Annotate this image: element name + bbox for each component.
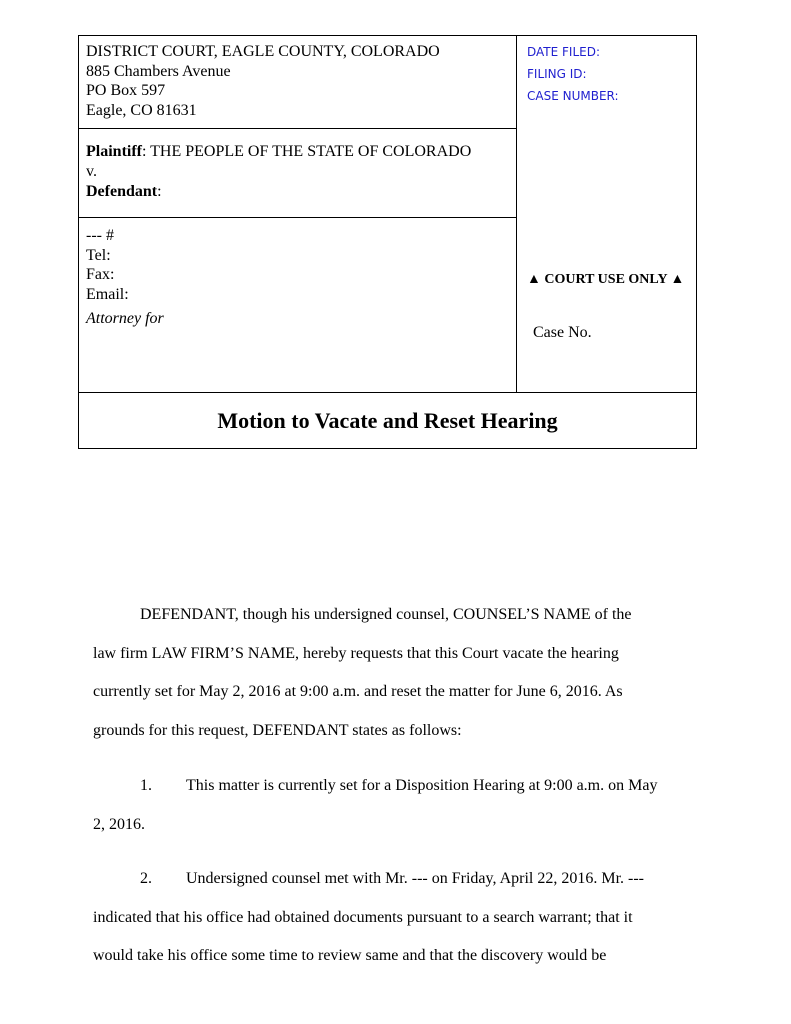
- intro-paragraph: [93, 596, 693, 750]
- case-number-label: CASE NUMBER:: [527, 89, 619, 103]
- body-line: DEFENDANT, though his undersigned counsel, COUNSEL’S NAME of the: [140, 606, 632, 623]
- body-line: would take his office some time to review same and that the discovery would be: [93, 947, 607, 965]
- body-line: 2, 2016.: [93, 815, 145, 833]
- defendant-value: :: [157, 183, 162, 200]
- court-info-cell: [79, 36, 517, 129]
- paragraph-first-line: [93, 767, 693, 806]
- court-use-only-label: ▲ COURT USE ONLY ▲: [527, 272, 685, 287]
- defendant-line: [86, 181, 509, 203]
- attorney-reg-number: --- #: [86, 227, 114, 244]
- defendant-label: Defendant: [86, 183, 158, 200]
- paragraph-number: 2.: [140, 870, 152, 887]
- plaintiff-label: Plaintiff: [86, 143, 142, 160]
- court-city: Eagle, CO 81631: [86, 101, 197, 119]
- document-title: Motion to Vacate and Reset Hearing: [217, 407, 558, 433]
- body-line: This matter is currently set for a Disposition Hearing at 9:00 a.m. on May: [186, 777, 658, 794]
- attorney-info-cell: [79, 218, 517, 393]
- case-caption-table: [78, 35, 697, 449]
- court-name: DISTRICT COURT, EAGLE COUNTY, COLORADO: [86, 43, 440, 60]
- case-no-label: Case No.: [533, 324, 592, 341]
- plaintiff-line: [86, 141, 509, 163]
- attorney-for: Attorney for: [86, 310, 164, 327]
- court-po-box: PO Box 597: [86, 82, 166, 99]
- filing-id-label: FILING ID:: [527, 67, 587, 81]
- body-line: currently set for May 2, 2016 at 9:00 a.m. and reset the matter for June 6, 2016. As: [93, 683, 623, 701]
- attorney-fax: Fax:: [86, 266, 115, 283]
- attorney-tel: Tel:: [86, 246, 111, 264]
- paragraph-first-line: [93, 860, 693, 899]
- plaintiff-value: : THE PEOPLE OF THE STATE OF COLORADO: [142, 143, 472, 160]
- numbered-paragraph-1: [93, 767, 693, 844]
- court-use-cell: [517, 36, 696, 393]
- filing-metadata: [527, 41, 686, 107]
- body-line: Undersigned counsel met with Mr. --- on Friday, April 22, 2016. Mr. ---: [186, 870, 645, 887]
- numbered-paragraph-2: [93, 860, 693, 976]
- parties-cell: [79, 129, 517, 218]
- body-line: indicated that his office had obtained documents pursuant to a search warrant; that it: [93, 908, 633, 926]
- paragraph-number: 1.: [140, 777, 152, 794]
- versus-text: v.: [86, 163, 97, 180]
- body-line: law firm LAW FIRM’S NAME, hereby requests that this Court vacate the hearing: [93, 644, 619, 662]
- court-street: 885 Chambers Avenue: [86, 62, 231, 80]
- date-filed-label: DATE FILED:: [527, 45, 601, 59]
- attorney-email: Email:: [86, 285, 129, 303]
- body-line: grounds for this request, DEFENDANT states as follows:: [93, 721, 462, 739]
